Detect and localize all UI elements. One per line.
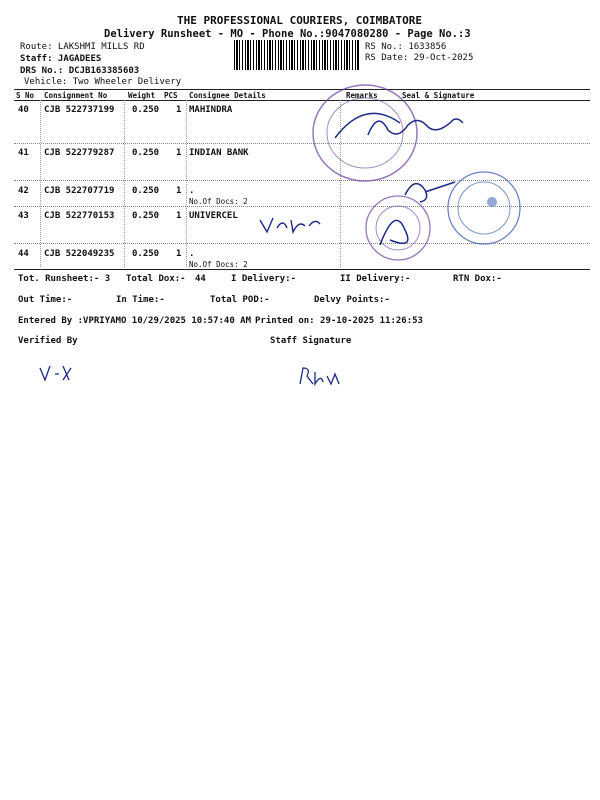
out-time: Out Time:- [18,295,73,305]
handwritten-signature [295,364,345,390]
handwritten-signature [358,105,468,145]
handwritten-signature [35,360,80,385]
row-pcs: 1 [176,249,182,259]
row-docs: No.Of Docs: 2 [189,197,248,206]
drs-label: DRS No.: DCJB163385603 [20,66,140,76]
row-pcs: 1 [176,148,182,158]
col-divider [40,100,41,267]
delvy-points: Delvy Points:- [314,295,390,305]
row-docs: No.Of Docs: 2 [189,260,248,269]
row-consignee: . [189,249,195,259]
col-divider [186,100,187,267]
col-weight: Weight [128,91,156,100]
row-weight: 0.250 [132,148,160,158]
row-weight: 0.250 [132,186,160,196]
col-sno: S No [16,91,35,100]
rtn-dox: RTN Dox:- [453,274,502,284]
col-consignee: Consignee Details [189,91,266,100]
row-consignee: . [189,186,195,196]
row-sno: 43 [18,211,29,221]
row-weight: 0.250 [132,249,160,259]
row-consignment: CJB 522707719 [44,186,115,196]
printed-on: Printed on: 29-10-2025 11:26:53 [255,316,423,326]
row-pcs: 1 [176,211,182,221]
table-header-rule [14,100,590,101]
staff-label: Staff: JAGADEES [20,54,102,64]
table-top-rule [14,89,590,90]
rs-number: RS No.: 1633856 [365,42,447,52]
row-consignment: CJB 522770153 [44,211,115,221]
barcode [234,40,360,70]
runsheet-subtitle: Delivery Runsheet - MO - Phone No.:9047080280 - Page No.:3 [104,28,471,40]
col-consignment: Consignment No [44,91,108,100]
i-delivery: I Delivery:- [231,274,297,284]
total-dox-label: Total Dox:- [126,274,186,284]
row-consignee: INDIAN BANK [189,148,249,158]
ii-delivery: II Delivery:- [340,274,411,284]
row-consignment: CJB 522779287 [44,148,115,158]
row-sno: 44 [18,249,29,259]
row-sno: 42 [18,186,29,196]
row-consignee: MAHINDRA [189,105,233,115]
handwritten-signature [255,210,325,240]
col-seal-signature: Seal & Signature [402,91,475,100]
in-time: In Time:- [116,295,165,305]
staff-signature-label: Staff Signature [270,336,352,346]
verified-by: Verified By [18,336,78,346]
total-pod: Total POD:- [210,295,270,305]
tot-runsheet: Tot. Runsheet:- 3 [18,274,111,284]
table-bottom-rule [14,269,590,270]
route-label: Route: LAKSHMI MILLS RD [20,42,145,52]
rs-date: RS Date: 29-Oct-2025 [365,53,474,63]
row-consignment: CJB 522049235 [44,249,115,259]
row-sno: 41 [18,148,29,158]
row-rule [14,143,590,144]
total-dox-value: 44 [195,274,206,284]
row-weight: 0.250 [132,211,160,221]
handwritten-signature [395,170,465,210]
row-weight: 0.250 [132,105,160,115]
col-divider [124,100,125,267]
row-consignee: UNIVERCEL [189,211,238,221]
vehicle-label: Vehicle: Two Wheeler Delivery [24,77,182,87]
row-pcs: 1 [176,105,182,115]
row-sno: 40 [18,105,29,115]
row-pcs: 1 [176,186,182,196]
col-remarks: Remarks [346,91,378,100]
row-consignment: CJB 522737199 [44,105,115,115]
col-pcs: PCS [164,91,178,100]
company-name: THE PROFESSIONAL COURIERS, COIMBATORE [177,14,423,27]
entered-by: Entered By :VPRIYAMO 10/29/2025 10:57:40 AM [18,316,251,326]
